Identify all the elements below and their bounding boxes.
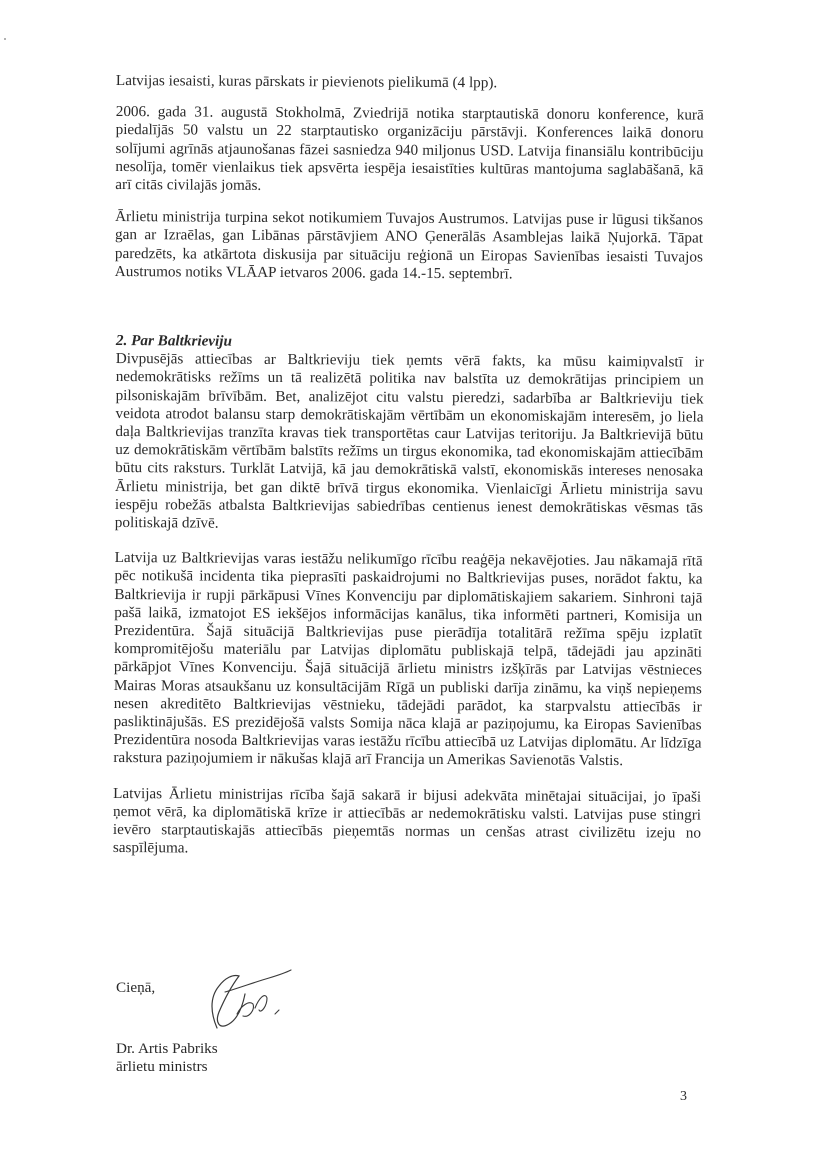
scan-speck: [4, 38, 6, 40]
paragraph-ministry-response: Latvijas Ārlietu ministrijas rīcība šajā sakarā ir bijusi adekvāta minētajai situācijai, jo īpaši ņemot vērā, ka diplomātiskā krīze ir attiecībās ar nedemokrātisku valsti. Latvijas puse stingri ievēro starptautiskajās attiecībās pieņemtās normas un cenšas atrast civilizētu izeju no saspīlējuma.: [112, 784, 702, 857]
body-text-belarus: [113, 332, 704, 874]
closing-salutation: Cieņā,: [116, 979, 156, 996]
paragraph-middle-east: Ārlietu ministrija turpina sekot notikumiem Tuvajos Austrumos. Latvijas puse ir lūgusi tikšanos gan ar Izraēlas, gan Libānas pārstāvjiem ANO Ģenerālās Asamblejas laikā Ņujorkā. Tāpat paredzēts, ka atkārtota diskusija par situāciju reģionā un Eiropas Savienības iesaisti Tuvajos Austrumos notiks VLĀAP ietvaros 2006. gada 14.-15. septembrī.: [114, 208, 704, 283]
paragraph-belarus-incident: Latvija uz Baltkrievijas varas iestāžu nelikumīgo rīcību reaģēja nekavējoties. Jau nākamajā rītā pēc notikušā incidenta tika pieprasīti paskaidrojumi no Baltkrievijas puses, norādot faktu, ka Baltkrievija ir rupji pārkāpusi Vīnes Konvenciju par diplomātiskajiem sakariem. Sinhroni tajā pašā laikā, izmatojot ES iekšējos informācijas kanālus, tika informēti partneri, Komisija un Prezidentūra. Šajā situācijā Baltkrievijas puse pierādīja totalitārā režīma spēju izplatīt kompromitējošu materiālu par Latvijas diplomātu publiskajā telpā, tādejādi jau apzināti pārkāpjot Vīnes Konvenciju. Šajā situācijā ārlietu ministrs izšķīrās par Latvijas vēstnieces Mairas Moras atsaukšanu uz konsultācijām Rīgā un publiski darīja zināmu, ka viņš nepieņems nesen akreditēto Baltkrievijas vēstnieku, tādejādi parādot, ka starpvalstu attiecībās ir pasliktinājušās. ES prezidējošā valsts Somija nāca klajā ar paziņojumu, ka Eiropas Savienības Prezidentūra nosoda Baltkrievijas varas iestāžu rīcību attiecībā uz Latvijas diplomātu. Ar līdzīga rakstura paziņojumiem ir nākušas klajā arī Francija un Amerikas Savienotās Valstis.: [113, 549, 703, 770]
section-heading-belarus: 2. Par Baltkrieviju: [115, 332, 233, 350]
signer-name: Dr. Artis Pabriks: [116, 1040, 218, 1057]
signer-title: ārlietu ministrs: [116, 1058, 208, 1075]
page-number: 3: [680, 1089, 687, 1104]
paragraph-belarus-relations: Divpusējās attiecības ar Baltkrieviju tiek ņemts vērā fakts, ka mūsu kaimiņvalstī ir nedemokrātisks režīms un tā realizētā politika nav balstīta uz demokrātijas principiem un pilsoniskajām brīvībām. Bet, analizējot citu valstu pieredzi, sadarbība ar Baltkrieviju tiek veidota atrodot balansu starp demokrātiskajām vērtībām un ekonomiskajām interesēm, jo liela daļa Baltkrievijas tranzīta kravas tiek transportētas caur Latvijas teritoriju. Ja Baltkrievijā būtu uz demokrātiskām vērtībām balstīts režīms un tirgus ekonomika, tad ekonomiskajām attiecībām būtu cits raksturs. Turklāt Latvijā, kā jau demokrātiskā valstī, ekonomiskās intereses nenosaka Ārlietu ministrija, bet gan diktē brīvā tirgus ekonomika. Vienlaicīgi Ārlietu ministrija savu iespēju robežās atbalsta Baltkrievijas sabiedrības centienus ienest demokrātiskas vēsmas tās politiskajā dzīvē.: [114, 350, 704, 532]
paragraph-continuation: Latvijas iesaisti, kuras pārskats ir pievienots pielikumā (4 lpp).: [115, 72, 498, 92]
handwritten-signature: [195, 968, 295, 1036]
paragraph-donor-conference: 2006. gada 31. augustā Stokholmā, Zviedrijā notika starptautiskā donoru konference, kurā piedalījās 50 valstu un 22 starptautisko organizāciju pārstāvji. Konferences laikā donoru solījumi agrīnās atjaunošanas fāzei sasniedza 940 miljonus USD. Latvija finansiālu kontribūciju nesolīja, tomēr vienlaikus tiek apsvērta iespēja iesaistīties kultūras mantojuma saglabāšanā, kā arī citās civilajās jomās.: [115, 103, 704, 194]
body-text-top: [115, 72, 704, 298]
